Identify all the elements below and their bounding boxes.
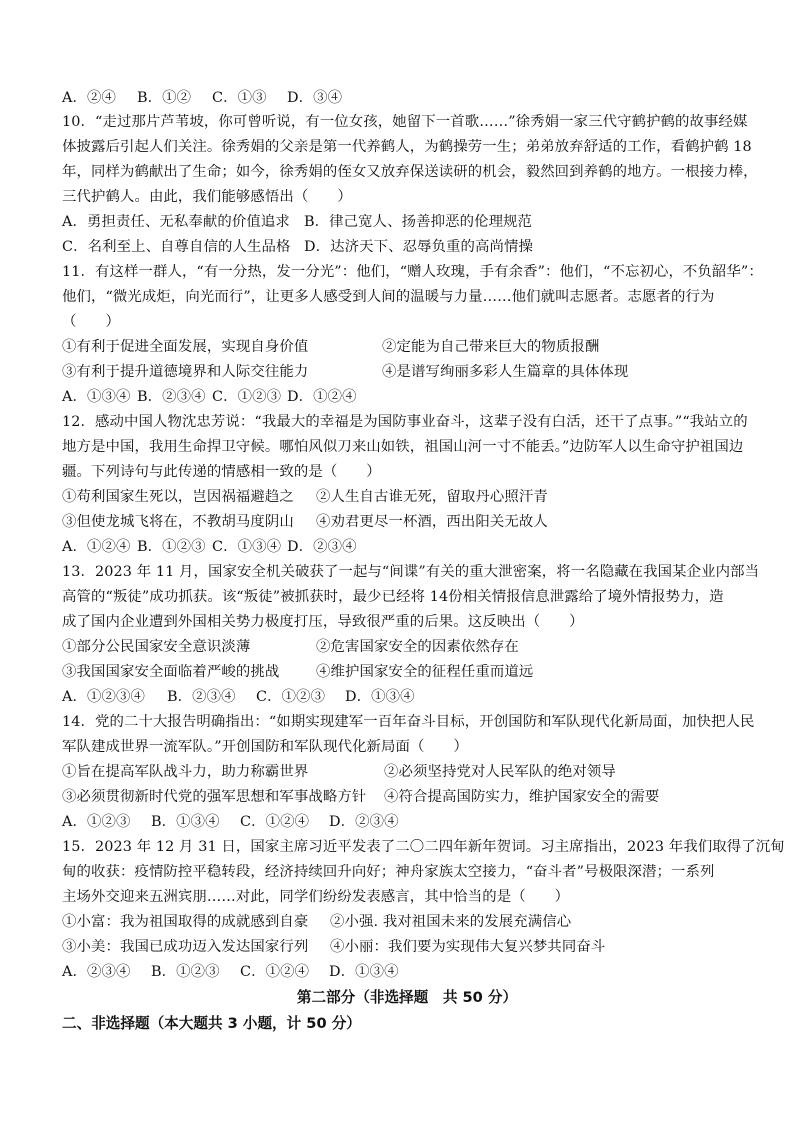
q15-option-d: D．①③④ <box>329 964 399 980</box>
q14-item-4: ④符合提高国防实力，维护国家安全的需要 <box>384 789 660 805</box>
q12-options <box>62 537 362 557</box>
q12-option-d: D．②③④ <box>287 539 357 555</box>
q13-items-row-1 <box>62 637 519 657</box>
q15-option-c: C．①②④ <box>240 964 310 980</box>
q10-option-b: B．律己宽人、扬善抑恶的伦理规范 <box>304 214 533 230</box>
q15-stem-line-2: 甸的收获：疫情防控平稳转段，经济持续回升向好；神舟家族太空接力，“奋斗者”号极限深潜；一系列 <box>62 864 715 880</box>
q15-stem-line-1: 15．2023 年 12 月 31 日，国家主席习近平发表了二〇二四年新年贺词。习主席指出，2023 年我们取得了沉甸 <box>62 839 785 855</box>
q10-stem-line-4: 三代护鹤人。由此，我们能够感悟出（ ） <box>62 189 352 205</box>
q14-option-a: A．①②③ <box>62 814 131 830</box>
q13-item-3: ③我国国家安全面临着严峻的挑战 <box>62 664 280 680</box>
q12-stem-line-3: 疆。下列诗句与此传递的情感相一致的是（ ） <box>62 464 381 480</box>
q13-items-row-2 <box>62 662 533 682</box>
q11-stem-line-2: 他们，“微光成炬，向光而行”，让更多人感受到人间的温暖与力量……他们就叫志愿者。志愿者的行为 <box>62 289 715 305</box>
q15-option-a: A．②③④ <box>62 964 131 980</box>
q9-option-c: C．①③ <box>212 90 267 106</box>
q12-stem-line-2: 地方是中国，我用生命捍卫守候。哪怕风似刀来山如铁，祖国山河一寸不能丢。”边防军人以生命守护祖国边 <box>62 439 744 455</box>
q15-items-row-2 <box>62 937 605 957</box>
q9-option-b: B．①② <box>137 90 192 106</box>
q15-item-2: ②小强. 我对祖国未来的发展充满信心 <box>330 914 572 930</box>
q10-option-c: C．名利至上、自尊自信的人生品格 <box>62 239 291 255</box>
q10-options-row-2 <box>62 237 533 257</box>
q13-stem-line-2: 高管的“叛徒”成功抓获。该“叛徒”被抓获时，最少已经将 14份相关情报信息泄露给了境外情报势力，造 <box>62 589 724 605</box>
q14-item-1: ①旨在提高军队战斗力，助力称霸世界 <box>62 764 309 780</box>
q14-items-row-2 <box>62 787 659 807</box>
q10-options-row-1 <box>62 212 532 232</box>
q14-options <box>62 812 399 832</box>
q11-item-2: ②定能为自己带来巨大的物质报酬 <box>382 339 600 355</box>
q13-item-1: ①部分公民国家安全意识淡薄 <box>62 639 251 655</box>
q11-option-d: D．①②④ <box>287 389 357 405</box>
q11-option-a: A．①③④ <box>62 389 131 405</box>
q12-item-2: ②人生自古谁无死，留取丹心照汗青 <box>316 489 548 505</box>
q15-item-3: ③小美：我国已成功迈入发达国家行列 <box>62 939 309 955</box>
q11-stem-line-1: 11．有这样一群人，“有一分热，发一分光”：他们，“赠人玫瑰，手有余香”：他们，“不忘初心，不负韶华”： <box>62 264 763 280</box>
q12-option-a: A．①②④ <box>62 539 131 555</box>
q11-option-b: B．②③④ <box>137 389 206 405</box>
q12-item-4: ④劝君更尽一杯酒，西出阳关无故人 <box>316 514 548 530</box>
q13-options <box>62 687 415 707</box>
q12-item-3: ③但使龙城飞将在，不教胡马度阴山 <box>62 514 294 530</box>
q12-stem-line-1: 12．感动中国人物沈忠芳说：“我最大的幸福是为国防事业奋斗，这辈子没有白活，还干了点事。”“我站立的 <box>62 414 748 430</box>
q14-stem-line-1: 14．党的二十大报告明确指出：“如期实现建军一百年奋斗目标，开创国防和军队现代化新局面，加快把人民 <box>62 714 755 730</box>
q9-option-a: A．②④ <box>62 90 116 106</box>
q14-option-b: B．①③④ <box>151 814 220 830</box>
part-two-title: 第二部分（非选择题 共 50 分） <box>296 989 518 1006</box>
q13-option-a: A．①②③④ <box>62 689 145 705</box>
q11-item-1: ①有利于促进全面发展，实现自身价值 <box>62 339 309 355</box>
q14-option-c: C．①②④ <box>240 814 310 830</box>
q13-stem-line-3: 成了国内企业遭到外国相关势力极度打压，导致很严重的后果。这反映出（ ） <box>62 614 584 630</box>
q15-options <box>62 962 399 982</box>
q14-item-2: ②必须坚持党对人民军队的绝对领导 <box>384 764 616 780</box>
q10-stem-line-3: 年，同样为鹤献出了生命；如今，徐秀娟的侄女又放弃保送读研的机会，毅然回到养鹤的地方。一根接力棒， <box>62 164 758 180</box>
q11-items-row-1 <box>62 337 599 357</box>
q15-stem-line-3: 主场外交迎来五洲宾朋……对此，同学们纷纷发表感言，其中恰当的是（ ） <box>62 889 570 905</box>
q14-item-3: ③必须贯彻新时代党的强军思想和军事战略方针 <box>62 789 367 805</box>
q11-options <box>62 387 362 407</box>
q11-item-4: ④是谱写绚丽多彩人生篇章的具体体现 <box>382 364 629 380</box>
q14-option-d: D．②③④ <box>329 814 399 830</box>
q15-option-b: B．①②③ <box>151 964 220 980</box>
q13-option-d: D．①③④ <box>345 689 415 705</box>
q9-options <box>62 88 362 108</box>
q13-option-b: B．②③④ <box>167 689 236 705</box>
q15-items-row-1 <box>62 912 571 932</box>
q11-items-row-2 <box>62 362 628 382</box>
q14-items-row-1 <box>62 762 616 782</box>
q11-option-c: C．①②③ <box>212 389 282 405</box>
q12-option-b: B．①②③ <box>137 539 206 555</box>
q9-option-d: D．③④ <box>287 90 343 106</box>
q12-items-row-2 <box>62 512 548 532</box>
q13-item-2: ②危害国家安全的因素依然存在 <box>316 639 519 655</box>
q12-option-c: C．①③④ <box>212 539 282 555</box>
q15-item-4: ④小丽：我们要为实现伟大复兴梦共同奋斗 <box>330 939 606 955</box>
section-two-heading: 二、非选择题（本大题共 3 小题，计 50 分） <box>62 1015 361 1032</box>
q10-stem-line-1: 10．“走过那片芦苇坡，你可曾听说，有一位女孩，她留下一首歌……”徐秀娟一家三代守鹤护鹤的故事经媒 <box>62 114 748 130</box>
q13-option-c: C．①②③ <box>256 689 326 705</box>
q10-option-a: A．勇担责任、无私奉献的价值追求 <box>62 214 290 230</box>
q14-stem-line-2: 军队建成世界一流军队。”开创国防和军队现代化新局面（ ） <box>62 739 468 755</box>
q11-stem-line-3: （ ） <box>62 314 120 330</box>
q12-items-row-1 <box>62 487 548 507</box>
q11-item-3: ③有利于提升道德境界和人际交往能力 <box>62 364 309 380</box>
q10-option-d: D．达济天下、忍辱负重的高尚情操 <box>304 239 533 255</box>
q12-item-1: ①苟利国家生死以，岂因祸福避趋之 <box>62 489 294 505</box>
q10-stem-line-2: 体披露后引起人们关注。徐秀娟的父亲是第一代养鹤人，为鹤操劳一生；弟弟放弃舒适的工作，看鹤护鹤 18 <box>62 139 752 155</box>
q15-item-1: ①小富：我为祖国取得的成就感到自豪 <box>62 914 309 930</box>
q13-stem-line-1: 13．2023 年 11 月，国家安全机关破获了一起与“间谍”有关的重大泄密案，将一名隐藏在我国某企业内部当 <box>62 564 760 580</box>
q13-item-4: ④维护国家安全的征程任重而道远 <box>316 664 534 680</box>
